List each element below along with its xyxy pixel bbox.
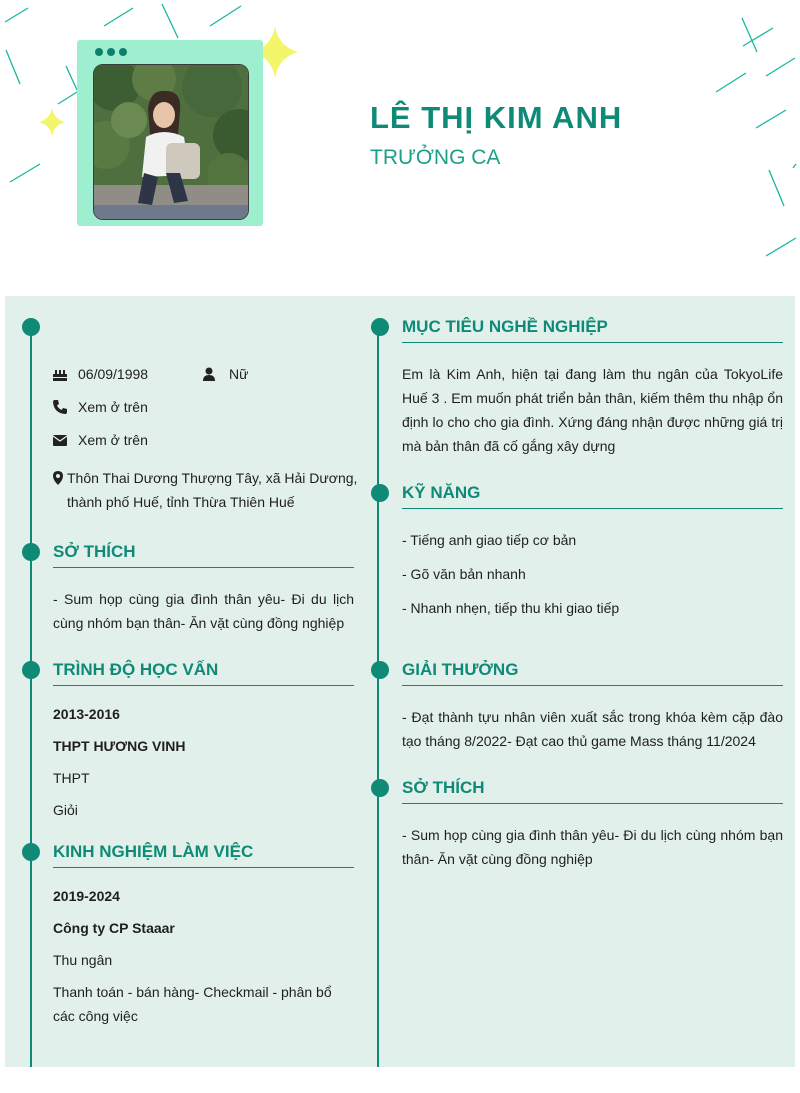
- section-title-hobbies-left: SỞ THÍCH: [53, 542, 136, 561]
- section-rule: [402, 803, 783, 804]
- header: [0, 0, 800, 296]
- skill-item: - Gõ văn bản nhanh: [402, 566, 526, 582]
- awards-text: - Đạt thành tựu nhân viên xuất sắc trong khóa kèm cặp đào tạo tháng 8/2022- Đạt cao thủ game Mass tháng 11/2024: [402, 709, 783, 749]
- education-period: 2013-2016: [53, 706, 120, 722]
- education-grade: Giỏi: [53, 802, 78, 818]
- candidate-name: LÊ THỊ KIM ANH: [370, 100, 623, 135]
- timeline-node-objective: [371, 318, 389, 336]
- timeline-node-hobbies-left: [22, 543, 40, 561]
- map-marker-icon: [50, 470, 66, 486]
- section-title-experience: KINH NGHIỆM LÀM VIỆC: [53, 842, 254, 861]
- left-timeline: [30, 327, 32, 1067]
- section-rule: [53, 867, 354, 868]
- cake-icon: [52, 366, 68, 382]
- section-title-hobbies-right: SỞ THÍCH: [402, 778, 485, 797]
- skill-item: - Nhanh nhẹn, tiếp thu khi giao tiếp: [402, 600, 620, 616]
- section-rule: [402, 685, 783, 686]
- email-value: Xem ở trên: [78, 432, 148, 448]
- section-title-education: TRÌNH ĐỘ HỌC VẤN: [53, 660, 219, 679]
- section-rule: [53, 567, 354, 568]
- timeline-node-hobbies-right: [371, 779, 389, 797]
- right-timeline: [377, 327, 379, 1067]
- skill-item: - Tiếng anh giao tiếp cơ bản: [402, 532, 577, 548]
- address-line-1: Thôn Thai Dương Thượng Tây, xã Hải Dương,: [67, 470, 358, 486]
- gender-value: Nữ: [229, 366, 249, 382]
- education-level: THPT: [53, 770, 90, 786]
- experience-description: Thanh toán - bán hàng- Checkmail - phân bổ các công việc: [53, 984, 332, 1024]
- candidate-role: TRƯỞNG CA: [370, 146, 501, 169]
- timeline-node-education: [22, 661, 40, 679]
- objective-text: Em là Kim Anh, hiện tại đang làm thu ngân của TokyoLife Huế 3 . Em muốn phát triển bản thân, kiếm thêm thu nhập ổn định lo cho cho gia đình. Xứng đáng nhận được những giá trị mà bản thân đã cố gắng xây dựng: [402, 366, 783, 454]
- address-line-2: thành phố Huế, tỉnh Thừa Thiên Huế: [67, 494, 295, 510]
- section-rule: [402, 508, 783, 509]
- birthday-value: 06/09/1998: [78, 366, 149, 382]
- experience-company: Công ty CP Staaar: [53, 920, 175, 936]
- sparkle-small-icon: [39, 108, 65, 136]
- section-title-awards: GIẢI THƯỞNG: [402, 660, 519, 679]
- phone-value: Xem ở trên: [78, 399, 148, 415]
- timeline-node-awards: [371, 661, 389, 679]
- hobbies-left-text: - Sum họp cùng gia đình thân yêu- Đi du lịch cùng nhóm bạn thân- Ăn vặt cùng đồng nghiệp: [53, 591, 354, 631]
- section-title-objective: MỤC TIÊU NGHỀ NGHIỆP: [402, 317, 608, 336]
- education-school: THPT HƯƠNG VINH: [53, 738, 186, 754]
- section-rule: [402, 342, 783, 343]
- timeline-node-contact: [22, 318, 40, 336]
- timeline-node-experience: [22, 843, 40, 861]
- envelope-icon: [52, 432, 68, 448]
- phone-icon: [52, 399, 68, 415]
- hobbies-right-text: - Sum họp cùng gia đình thân yêu- Đi du lịch cùng nhóm bạn thân- Ăn vặt cùng đồng nghiệp: [402, 827, 783, 867]
- experience-position: Thu ngân: [53, 952, 113, 968]
- timeline-node-skills: [371, 484, 389, 502]
- photo-frame: [77, 40, 263, 226]
- section-title-skills: KỸ NĂNG: [402, 483, 481, 502]
- window-dots: [95, 48, 127, 56]
- user-icon: [201, 366, 217, 382]
- experience-period: 2019-2024: [53, 888, 120, 904]
- section-rule: [53, 685, 354, 686]
- profile-photo: [93, 64, 249, 220]
